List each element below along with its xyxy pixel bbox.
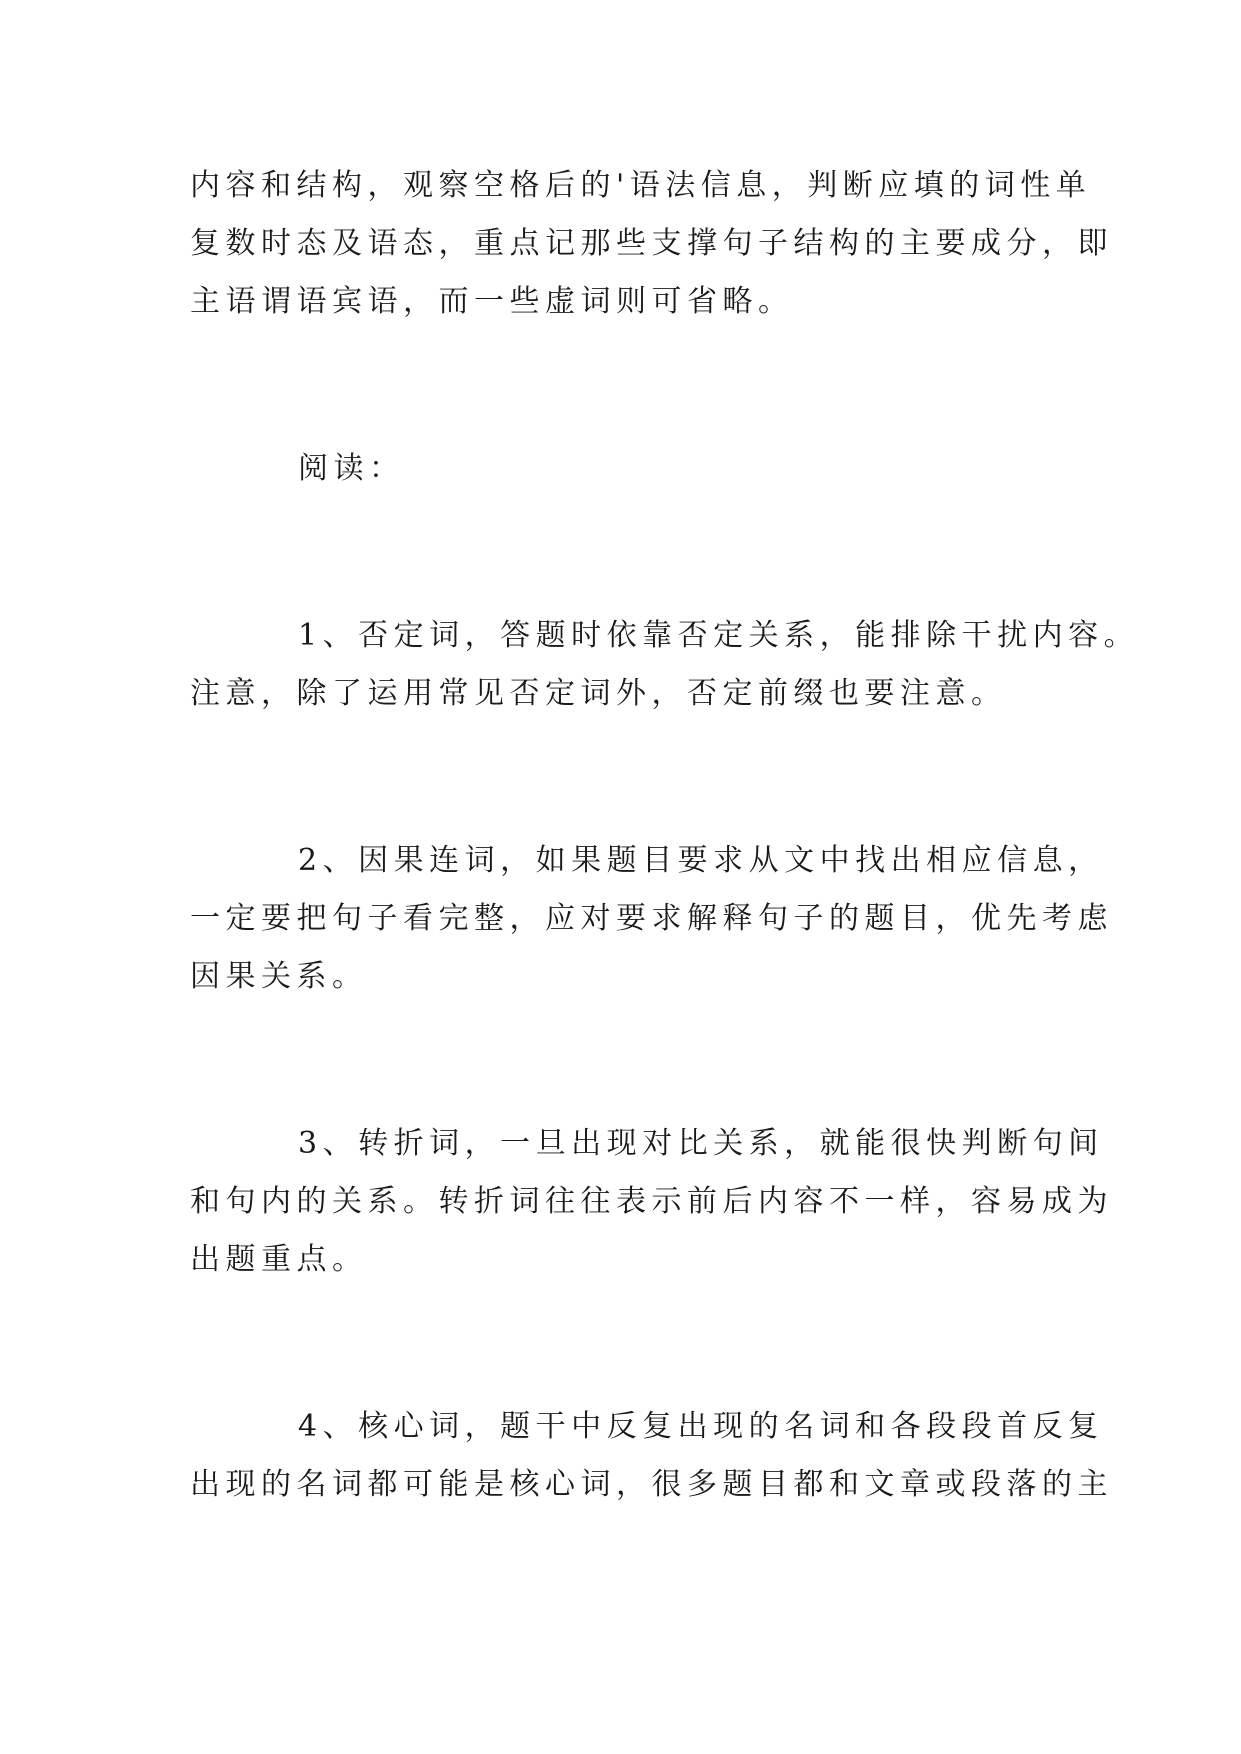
text-line: 主语谓语宾语，而一些虚词则可省略。 — [190, 284, 794, 319]
section-heading: 阅读： — [298, 451, 405, 486]
text-line: 因果关系。 — [190, 959, 368, 994]
text-line: 3、转折词，一旦出现对比关系，就能很快判断句间 — [298, 1126, 1104, 1161]
text-line: 和句内的关系。转折词往往表示前后内容不一样，容易成为 — [190, 1184, 1113, 1219]
text-line: 4、核心词，题干中反复出现的名词和各段段首反复 — [298, 1409, 1104, 1444]
text-line: 注意，除了运用常见否定词外，否定前缀也要注意。 — [190, 676, 1007, 711]
text-line: 一定要把句子看完整，应对要求解释句子的题目，优先考虑 — [190, 901, 1113, 936]
text-line: 内容和结构，观察空格后的'语法信息，判断应填的词性单 — [190, 168, 1092, 203]
text-line: 2、因果连词，如果题目要求从文中找出相应信息， — [298, 843, 1104, 878]
text-line: 出现的名词都可能是核心词，很多题目都和文章或段落的主 — [190, 1467, 1113, 1502]
text-line: 1、否定词，答题时依靠否定关系，能排除干扰内容。 — [298, 618, 1140, 653]
text-line: 出题重点。 — [190, 1242, 368, 1277]
text-line: 复数时态及语态，重点记那些支撑句子结构的主要成分，即 — [190, 226, 1113, 261]
